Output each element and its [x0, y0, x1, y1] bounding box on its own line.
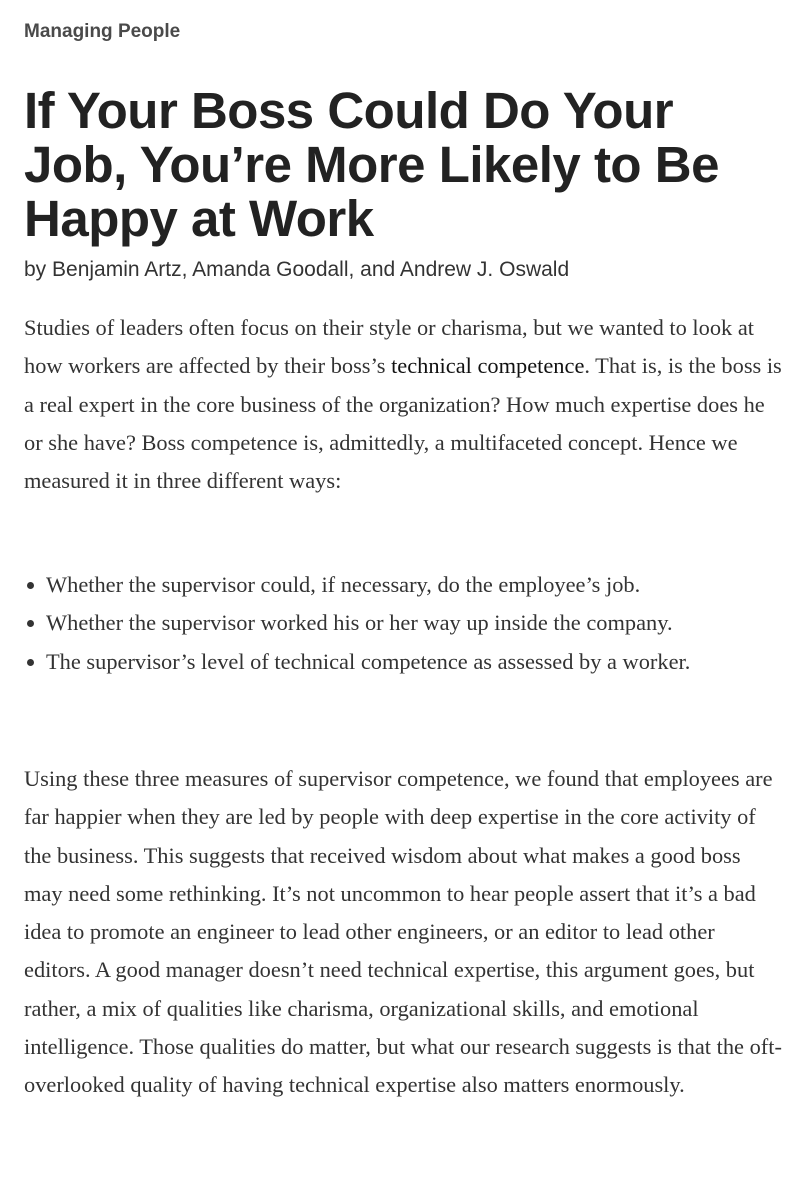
list-item-text: Whether the supervisor worked his or her way up inside the company.: [46, 610, 673, 636]
intro-paragraph: [24, 309, 784, 500]
competence-measures-list: [24, 566, 784, 681]
author-byline: by Benjamin Artz, Amanda Goodall, and Andrew J. Oswald: [24, 258, 570, 281]
findings-paragraph: Using these three measures of supervisor competence, we found that employees are far happier when they are led by people with deep expertise in the core activity of the business. This suggests that received wisdom about what makes a good boss may need some rethinking. It’s not uncommon to hear people assert that it’s a bad idea to promote an engineer to lead other engineers, or an editor to lead other editors. A good manager doesn’t need technical expertise, this argument goes, but rather, a mix of qualities like charisma, organizational skills, and emotional intelligence. Those qualities do matter, but what our research suggests is that the oft-overlooked quality of having technical expertise also matters enormously.: [24, 766, 782, 1098]
list-item-text: Whether the supervisor could, if necessary, do the employee’s job.: [46, 572, 641, 597]
intro-text-before: Studies of leaders often focus on their style or charisma, but we wanted to look at how workers are affected by their boss’s: [24, 315, 754, 379]
list-item-text: The supervisor’s level of technical competence as assessed by a worker.: [46, 648, 691, 674]
bullet-dot-icon: [27, 659, 34, 666]
bullet-dot-icon: [27, 620, 34, 627]
intro-text-after: . That is, is the boss is a real expert in the core business of the organization? How much expertise does he or she have? Boss competence is, admittedly, a multifaceted concept. Hence we measured it in three different ways:: [24, 353, 782, 494]
list-item: [24, 643, 784, 681]
bullet-dot-icon: [27, 582, 34, 589]
article-headline: If Your Boss Could Do Your Job, You’re More Likely to Be Happy at Work: [24, 82, 719, 247]
list-item: [24, 604, 784, 642]
topic-tag[interactable]: Managing People: [24, 21, 181, 42]
list-item: [24, 566, 784, 604]
technical-competence-term: technical competence: [391, 353, 585, 379]
